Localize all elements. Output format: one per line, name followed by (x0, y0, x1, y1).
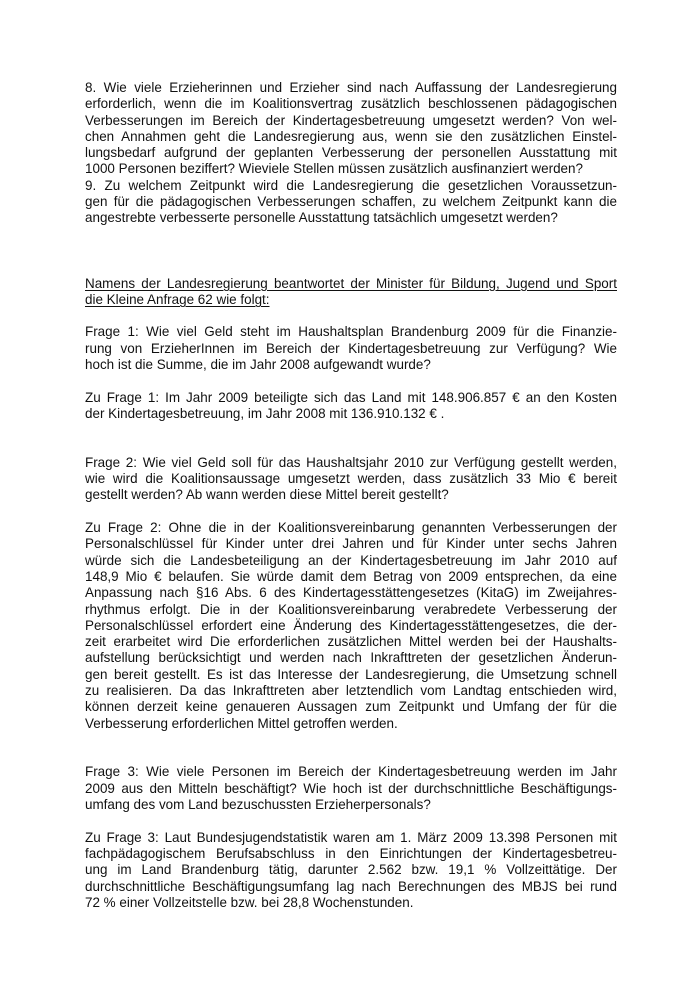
text-line: Zu Frage 1: Im Jahr 2009 beteiligte sich das Land mit 148.906.857 € an den Kosten (85, 389, 617, 405)
spacer (85, 227, 617, 260)
frage-2 (85, 455, 617, 504)
text-line: 72 % einer Vollzeitstelle bzw. bei 28,8 Wochenstunden. (85, 894, 414, 910)
text-line: Anpassung nach §16 Abs. 6 des Kindertagesstättengesetzes (KitaG) im Zweijahres- (85, 585, 617, 601)
spacer (85, 373, 617, 389)
text-line: Verbesserungen im Bereich der Kindertagesbetreuung umgesetzt werden? Von wel- (85, 112, 617, 128)
frage-3 (85, 764, 617, 813)
text-line: zeit erarbeitet wird Die erforderlichen zusätzlichen Mittel werden bei der Haushalts- (85, 634, 617, 650)
text-line: 148,9 Mio € belaufen. Sie würde damit dem Betrag von 2009 entsprechen, da eine (85, 568, 617, 584)
text-line: gestellt werden? Ab wann werden diese Mittel bereit gestellt? (85, 487, 449, 503)
spacer (85, 422, 617, 455)
text-line: Zu Frage 2: Ohne die in der Koalitionsvereinbarung genannten Verbesserungen der (85, 520, 617, 536)
text-line: fachpädagogischem Berufsabschluss in den Einrichtungen der Kindertagesbetreu- (85, 845, 617, 861)
text-line: würde sich die Landesbeteiligung an der Kindertagesbetreuung im Jahr 2010 auf (85, 552, 617, 568)
text-line: angestrebte verbesserte personelle Ausstattung tatsächlich umgesetzt werden? (85, 210, 558, 226)
antwort-1 (85, 390, 617, 423)
frage-1 (85, 324, 617, 373)
antwort-2 (85, 520, 617, 732)
text-line: gen für die pädagogischen Verbesserungen schaffen, zu welchem Zeitpunkt kann die (85, 194, 617, 210)
text-line: lungsbedarf aufgrund der geplanten Verbesserung der personellen Ausstattung mit (85, 145, 617, 161)
questions-8-9 (85, 80, 617, 227)
text-line: Personalschlüssel erfordert eine Änderung des Kindertagesstättengesetzes, die der- (85, 617, 617, 633)
text-line: rung von ErzieherInnen im Bereich der Kindertagesbetreuung zur Verfügung? Wie (85, 340, 617, 356)
spacer (85, 504, 617, 520)
text-line: Personalschlüssel für Kinder unter drei Jahren und für Kinder unter sechs Jahren (85, 536, 617, 552)
answer-intro-line: die Kleine Anfrage 62 wie folgt: (85, 291, 270, 307)
text-line: wie wird die Koalitionsaussage umgesetzt werden, dass zusätzlich 33 Mio € bereit (85, 471, 617, 487)
spacer (85, 259, 617, 275)
spacer (85, 308, 617, 324)
text-line: zu realisieren. Da das Inkrafttreten aber letztendlich vom Landtag entschieden wird, (85, 682, 617, 698)
text-line: erforderlich, wenn die im Koalitionsvertrag zusätzlich beschlossenen pädagogischen (85, 96, 617, 112)
text-line: 9. Zu welchem Zeitpunkt wird die Landesregierung die gesetzlichen Voraussetzun- (85, 177, 617, 193)
text-line: 1000 Personen beziffert? Wieviele Stellen müssen zusätzlich ausfinanziert werden? (85, 161, 583, 177)
text-line: rhythmus erfolgt. Die in der Koalitionsvereinbarung verabredete Verbesserung der (85, 601, 617, 617)
document-body (85, 80, 617, 911)
text-line: können derzeit keine genaueren Aussagen zum Zeitpunkt und Umfang der für die (85, 699, 617, 715)
text-line: 8. Wie viele Erzieherinnen und Erzieher sind nach Auffassung der Landesregierung (85, 80, 617, 95)
text-line: chen Annahmen geht die Landesregierung aus, wenn sie den zusätzlichen Einstel- (85, 128, 617, 144)
text-line: der Kindertagesbetreuung, im Jahr 2008 mit 136.910.132 € . (85, 405, 445, 421)
text-line: 2009 aus den Mitteln beschäftigt? Wie hoch ist der durchschnittliche Beschäftigungs- (85, 780, 617, 796)
text-line: aufstellung berücksichtigt und werden nach Inkrafttreten der gesetzlichen Änderun- (85, 650, 617, 666)
text-line: Frage 1: Wie viel Geld steht im Haushaltsplan Brandenburg 2009 für die Finanzie- (85, 324, 617, 340)
text-line: ung im Land Brandenburg tätig, darunter 2.562 bzw. 19,1 % Vollzeittätige. Der (85, 862, 617, 878)
spacer (85, 813, 617, 829)
antwort-3 (85, 830, 617, 911)
text-line: Frage 2: Wie viel Geld soll für das Haushaltsjahr 2010 zur Verfügung gestellt werden, (85, 454, 617, 470)
text-line: Verbesserung erforderlichen Mittel getroffen werden. (85, 715, 398, 731)
answer-intro (85, 276, 617, 309)
text-line: gen bereit gestellt. Es ist das Interesse der Landesregierung, die Umsetzung schnell (85, 666, 617, 682)
text-line: hoch ist die Summe, die im Jahr 2008 aufgewandt wurde? (85, 357, 431, 373)
text-line: umfang des vom Land bezuschussten Erzieherpersonals? (85, 797, 431, 813)
text-line: Frage 3: Wie viele Personen im Bereich der Kindertagesbetreuung werden im Jahr (85, 764, 617, 780)
text-line: durchschnittliche Beschäftigungsumfang lag nach Berechnungen des MBJS bei rund (85, 878, 617, 894)
spacer (85, 732, 617, 765)
answer-intro-line: Namens der Landesregierung beantwortet der Minister für Bildung, Jugend und Sport (85, 275, 617, 291)
text-line: Zu Frage 3: Laut Bundesjugendstatistik waren am 1. März 2009 13.398 Personen mit (85, 829, 617, 845)
